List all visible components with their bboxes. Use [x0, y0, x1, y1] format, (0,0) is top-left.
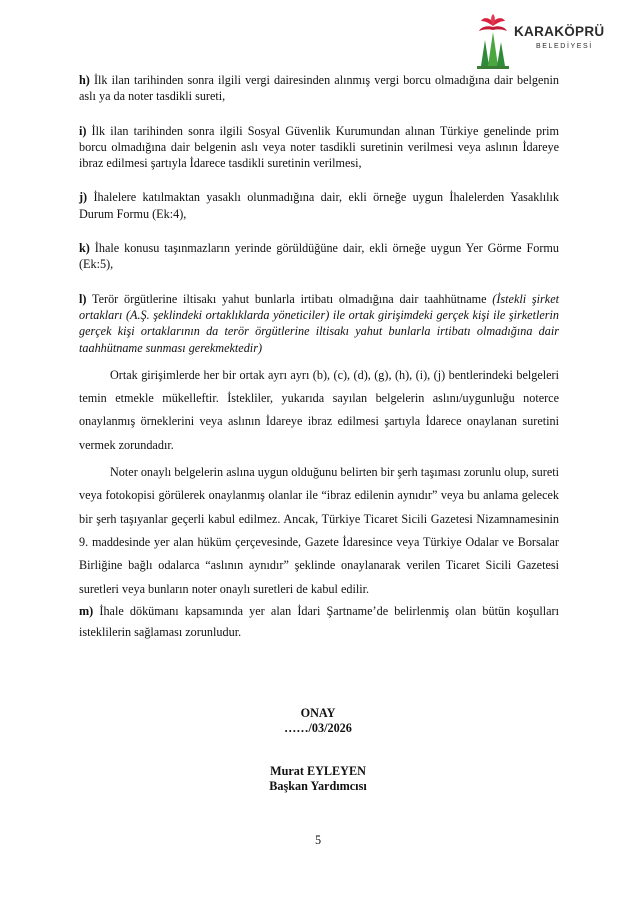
paragraph-joint-venture: Ortak girişimlerde her bir ortak ayrı ayrı (b), (c), (d), (g), (h), (i), (j) bentlerindeki belgeleri temin etmekle mükelleftir. İstekliler, yukarıda sayılan belgelerin aslını/uygunluğu noterce onaylanmış örneklerini veya aslının İdareye ibraz edilmesi şartıyla İdarece onaylanan suretini vermek zorundadır.	[79, 367, 559, 452]
signatory-position: Başkan Yardımcısı	[269, 779, 367, 793]
logo-name: KARAKÖPRÜ	[514, 24, 605, 39]
item-j	[79, 189, 559, 222]
item-m-text: İhale dökümanı kapsamında yer alan İdari Şartname’de belirlenmiş olan bütün koşulları isteklilerin sağlaması zorunludur.	[79, 603, 559, 639]
paragraph-notary: Noter onaylı belgelerin aslına uygun olduğunu belirten bir şerh taşıması zorunlu olup, sureti veya fotokopisi görülerek onaylanmış olanlar ile “ibraz edilenin aynıdır” veya bu anlama gelecek bir şerh taşıyanlar geçerli kabul edilmez. Ancak, Türkiye Ticaret Sicili Gazetesi Nizamnamesinin 9. maddesinde yer alan hüküm çerçevesinde, Gazete İdaresince veya Türkiye Odalar ve Borsalar Birliğine bağlı odalarca “aslının aynıdır” şeklinde onaylanarak verilen Ticaret Sicili Gazetesi suretleri veya bunların noter onaylı suretleri de kabul edilir.	[79, 465, 559, 596]
item-m-label: m)	[79, 603, 94, 618]
item-i-label: i)	[79, 123, 87, 138]
item-l-text: Terör örgütlerine iltisakı yahut bunlarla irtibatı olmadığına dair taahhütname	[86, 291, 493, 306]
item-h	[79, 72, 559, 105]
item-i	[79, 123, 559, 172]
item-l-label: l)	[79, 291, 87, 306]
item-h-text: İlk ilan tarihinden sonra ilgili vergi dairesinden alınmış vergi borcu olmadığına dair belgenin aslı ya da noter tasdikli sureti,	[79, 73, 559, 104]
logo-subtitle: BELEDİYESİ	[536, 43, 593, 50]
approval-date: ……/03/2026	[284, 721, 352, 735]
item-m	[79, 601, 559, 643]
item-i-text: İlk ilan tarihinden sonra ilgili Sosyal Güvenlik Kurumundan alınan Türkiye genelinde prim borcu olmadığına dair belgenin aslı veya noter tasdikli suretinin verilmesi veya aslının İdareye ibraz edilmesi şartıyla İdarece tasdikli suretinin verilmesi,	[79, 123, 559, 171]
signatory-name: Murat EYLEYEN	[270, 764, 366, 778]
item-j-label: j)	[79, 190, 88, 205]
item-l	[79, 291, 559, 356]
item-k-label: k)	[79, 241, 90, 256]
document-body	[79, 72, 559, 643]
approval-title: ONAY	[300, 706, 336, 720]
item-k-text: İhale konusu taşınmazların yerinde görüldüğüne dair, ekli örneğe uygun Yer Görme Formu (Ek:5),	[79, 241, 559, 272]
item-l-italic-note: (İstekli şirket ortakları (A.Ş. şeklindeki ortaklıklarda yöneticiler) ile ortak girişimdeki gerçek kişi ile şirketlerin gerçek kişi ortaklarının da terör örgütlerine iltisakı yahut bunlarla irtibatı olmadığına dair taahhütname sunması gerekmektedir)	[79, 291, 559, 355]
item-j-text: İhalelere katılmaktan yasaklı olunmadığına dair, ekli örneğe uygun İhalelerden Yasaklılık Durum Formu (Ek:4),	[79, 190, 559, 221]
item-h-label: h)	[79, 73, 90, 87]
page-number: 5	[314, 833, 322, 847]
item-k	[79, 240, 559, 273]
